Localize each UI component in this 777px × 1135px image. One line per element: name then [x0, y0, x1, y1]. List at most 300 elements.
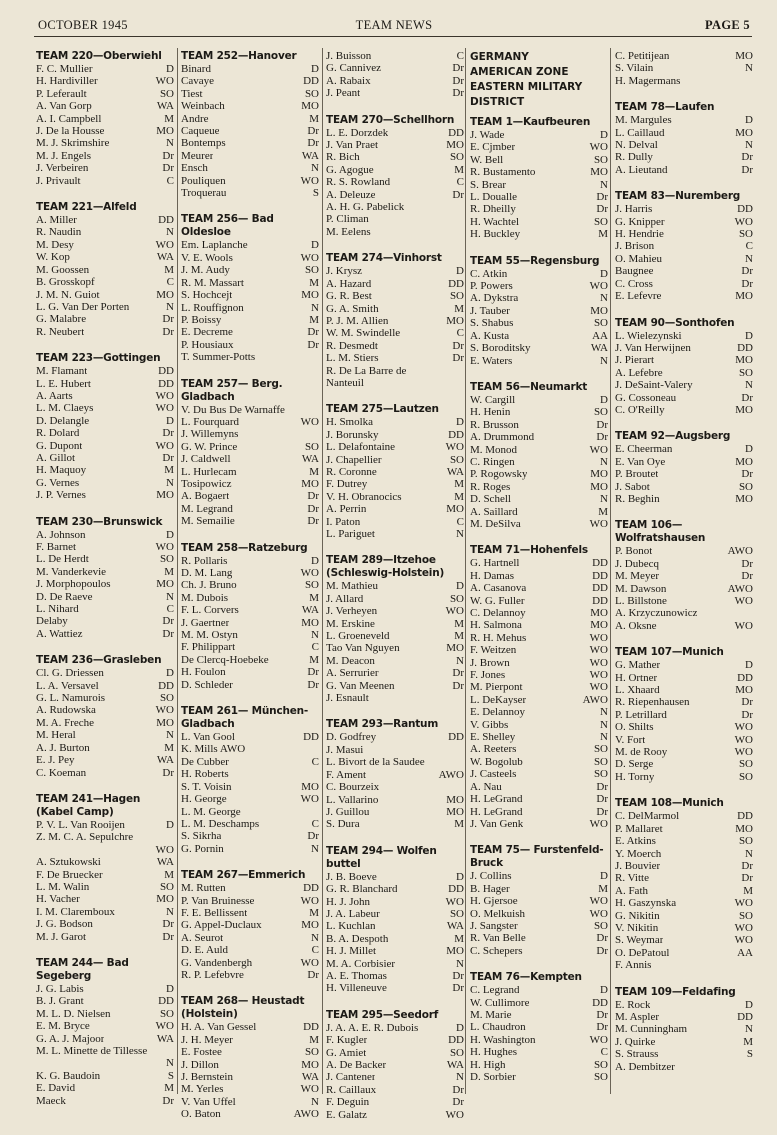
- member-name: H. Ortner: [615, 671, 658, 684]
- member-row: [615, 392, 753, 404]
- member-name: H. Gaszynska: [615, 897, 677, 910]
- member-row: [36, 125, 174, 137]
- team-title: TEAM 256— Bad Oldesloe: [181, 213, 274, 239]
- member-name: L. Caillaud: [615, 126, 665, 139]
- member-name: V. Van Uffel: [181, 1095, 236, 1108]
- team-roster: [615, 430, 753, 505]
- member-rank: Dr: [452, 679, 464, 692]
- member-name: E. Lefevre: [615, 290, 662, 303]
- member-rank: MO: [735, 126, 753, 139]
- member-rank: MO: [735, 455, 753, 468]
- member-row: [181, 125, 319, 137]
- member-rank: SO: [593, 919, 608, 932]
- member-rank: Dr: [741, 277, 753, 290]
- member-name: S. Vilain: [615, 62, 654, 75]
- member-rank: AWO: [293, 1108, 319, 1121]
- team-roster: [326, 554, 464, 704]
- member-name: R. Van Belle: [470, 932, 526, 945]
- member-row: [470, 557, 608, 569]
- member-rank: C: [600, 1046, 608, 1059]
- member-name: J. Bernstein: [181, 1071, 233, 1083]
- member-rank: M: [164, 263, 174, 276]
- member-rank: DD: [303, 75, 319, 88]
- member-name: P. Boissy: [181, 313, 222, 326]
- member-row: [615, 860, 753, 872]
- member-rank: Dr: [452, 667, 464, 680]
- member-rank: DD: [592, 594, 608, 607]
- member-row: [36, 137, 174, 149]
- member-name: C. Legrand: [470, 984, 520, 997]
- member-rank: M: [164, 112, 174, 125]
- member-rank: N: [600, 718, 608, 731]
- member-rank: Dr: [596, 780, 608, 793]
- member-rank: DD: [592, 557, 608, 570]
- member-row: [181, 641, 319, 653]
- member-rank: MO: [156, 716, 174, 729]
- member-row: [181, 478, 319, 490]
- member-name: H. Hendrie: [615, 228, 664, 241]
- member-row: [181, 75, 319, 87]
- member-name: F. E. Bellissent: [181, 906, 248, 919]
- member-row: [470, 394, 608, 406]
- member-rank: SO: [593, 215, 608, 228]
- member-rank: Dr: [741, 163, 753, 176]
- member-row: [615, 240, 753, 252]
- member-rank: M: [164, 1082, 174, 1095]
- member-rank: MO: [735, 354, 753, 367]
- team-title: TEAM 293—Rantum: [326, 718, 439, 731]
- member-row: [326, 806, 464, 818]
- member-rank: D: [600, 267, 608, 280]
- member-rank: Dr: [741, 570, 753, 583]
- member-name: B. A. Despoth: [326, 932, 389, 945]
- member-name: D. Delangle: [36, 414, 90, 427]
- member-name: L. E. Hubert: [36, 377, 91, 390]
- member-name: G. Nikitin: [615, 909, 660, 922]
- member-rank: C: [456, 176, 464, 189]
- member-name: E. Cjmber: [470, 141, 516, 154]
- member-row: [470, 129, 608, 141]
- member-row: [470, 793, 608, 805]
- member-row: [181, 1046, 319, 1058]
- member-rank: M: [454, 302, 464, 315]
- member-rank: SO: [159, 553, 174, 566]
- member-name: Weinbach: [181, 100, 225, 113]
- member-rank: N: [166, 590, 174, 603]
- member-rank: WO: [734, 746, 753, 759]
- member-rank: Dr: [162, 766, 174, 779]
- member-name: Pouliquen: [181, 174, 226, 187]
- member-rank: MO: [446, 805, 464, 818]
- member-row: [470, 228, 608, 240]
- member-row: [470, 1059, 608, 1071]
- member-rank: WO: [300, 793, 319, 806]
- member-row: [181, 277, 319, 289]
- member-rank: SO: [304, 440, 319, 453]
- member-rank: Dr: [741, 557, 753, 570]
- member-rank: SO: [593, 1058, 608, 1071]
- member-name: A. Van Gorp: [36, 100, 92, 113]
- member-rank: Dr: [596, 1008, 608, 1021]
- member-name: S. Dura: [326, 818, 360, 831]
- member-rank: DD: [303, 1021, 319, 1034]
- member-name: J. Sabot: [615, 480, 650, 493]
- member-name: M. Rutten: [181, 882, 226, 895]
- member-rank: SO: [159, 880, 174, 893]
- member-row: [326, 139, 464, 151]
- member-row: [615, 959, 753, 971]
- team-roster: [615, 317, 753, 417]
- team-roster: [326, 845, 464, 995]
- member-rank: WO: [589, 631, 608, 644]
- team-title: TEAM 274—Vinhorst: [326, 252, 442, 265]
- member-name: H. LeGrand: [470, 793, 523, 806]
- member-name: Nanteuil: [326, 376, 364, 389]
- member-row: [326, 303, 464, 315]
- member-rank: WA: [301, 604, 319, 617]
- member-row: [36, 214, 174, 226]
- member-row: [36, 767, 174, 779]
- member-name: F. C. Mullier: [36, 63, 93, 75]
- member-row: [326, 466, 464, 478]
- member-name: J. G. Bodson: [36, 918, 93, 931]
- member-name: B. Grosskopf: [36, 276, 95, 289]
- member-rank: AWO: [438, 768, 464, 781]
- member-name: L. Kuchlan: [326, 920, 376, 933]
- member-rank: WO: [589, 517, 608, 530]
- member-row: [36, 819, 174, 831]
- member-name: J. Allard: [326, 592, 364, 605]
- member-name: H. Torny: [615, 770, 655, 783]
- member-row: [36, 893, 174, 905]
- page-number: PAGE 5: [705, 18, 750, 32]
- member-row: [36, 1082, 174, 1094]
- member-rank: SO: [738, 835, 753, 848]
- team-title: TEAM 107—Munich: [615, 646, 724, 659]
- member-row: [326, 62, 464, 74]
- member-row: [181, 289, 319, 301]
- member-row: [326, 680, 464, 692]
- member-row: [181, 781, 319, 793]
- member-row: [181, 88, 319, 100]
- member-rank: Dr: [741, 859, 753, 872]
- member-row: [181, 957, 319, 969]
- member-name: D. Schell: [470, 493, 511, 506]
- member-row: [36, 931, 174, 943]
- member-row: [36, 529, 174, 541]
- member-name: H. Salmona: [470, 619, 522, 632]
- member-name: J. Guillou: [326, 805, 370, 818]
- member-name: Em. Laplanche: [181, 239, 248, 252]
- member-name: B. Hager: [470, 882, 510, 895]
- member-row: [326, 416, 464, 428]
- member-rank: MO: [446, 945, 464, 958]
- member-rank: D: [166, 414, 174, 427]
- member-name: R. Neubert: [36, 325, 85, 338]
- member-name: H. Magermans: [615, 74, 681, 87]
- member-row: [615, 493, 753, 505]
- member-name: J. De la Housse: [36, 125, 105, 138]
- member-rank: DD: [592, 996, 608, 1009]
- member-row: [470, 743, 608, 755]
- member-row: [36, 402, 174, 414]
- member-name: S. Sikrha: [181, 830, 222, 843]
- member-row: [615, 659, 753, 671]
- team-roster: [470, 971, 608, 1083]
- member-rank: M: [164, 741, 174, 754]
- district-line: EASTERN MILITARY: [470, 81, 583, 93]
- member-rank: M: [164, 868, 174, 881]
- member-name: R. Naudin: [36, 226, 82, 239]
- member-name: W. M. Swindelle: [326, 327, 401, 340]
- member-row: [615, 570, 753, 582]
- member-row: [326, 75, 464, 87]
- member-row: [36, 150, 174, 162]
- member-rank: DD: [448, 277, 464, 290]
- member-row: [181, 666, 319, 678]
- member-row: [36, 742, 174, 754]
- member-row: [36, 63, 174, 75]
- member-rank: [461, 756, 464, 768]
- member-row: [615, 595, 753, 607]
- team-roster: [181, 869, 319, 981]
- member-rank: M: [309, 465, 319, 478]
- member-name: J. M. Audy: [181, 264, 230, 277]
- member-rank: C: [456, 327, 464, 340]
- member-name: E. Cheerman: [615, 443, 673, 456]
- member-row: [470, 518, 608, 530]
- member-name: M. L. Minette de Tillesse: [36, 1045, 148, 1057]
- member-name: G. Pornin: [181, 842, 224, 855]
- member-name: J. Caldwell: [181, 453, 231, 466]
- member-rank: D: [745, 114, 753, 127]
- member-row: [326, 1084, 464, 1096]
- member-rank: C: [456, 50, 464, 62]
- member-rank: Dr: [162, 313, 174, 326]
- member-rank: MO: [735, 50, 753, 62]
- member-row: [615, 709, 753, 721]
- member-row: [181, 515, 319, 527]
- member-name: H. George: [181, 793, 227, 806]
- member-rank: Dr: [307, 830, 319, 843]
- member-name: H. Foulon: [181, 666, 226, 679]
- member-name: L. M. Claeys: [36, 402, 94, 415]
- member-row: [326, 667, 464, 679]
- team-roster: [615, 986, 753, 1073]
- team-title: TEAM 92—Augsberg: [615, 430, 731, 443]
- member-name: M. de Rooy: [615, 746, 668, 759]
- member-row: [326, 1096, 464, 1108]
- member-name: G. R. Best: [326, 290, 372, 303]
- member-rank: Dr: [307, 515, 319, 528]
- member-name: De Clercq-Hoebeke: [181, 653, 269, 666]
- member-rank: [171, 1045, 174, 1057]
- column-1: [36, 50, 174, 1121]
- member-name: E. M. Bryce: [36, 1020, 90, 1033]
- member-row: [36, 489, 174, 501]
- member-rank: WA: [301, 149, 319, 162]
- member-name: G. Cossoneau: [615, 391, 677, 404]
- member-row: [181, 818, 319, 830]
- member-row: [326, 883, 464, 895]
- member-name: J. M. N. Guiot: [36, 288, 100, 301]
- member-rank: Dr: [307, 678, 319, 691]
- member-rank: Dr: [307, 125, 319, 138]
- member-row: [181, 339, 319, 351]
- member-name: M. J. Garot: [36, 930, 87, 943]
- member-row: [326, 593, 464, 605]
- member-name: C. Schepers: [470, 944, 523, 957]
- member-name: G. L. Namurois: [36, 692, 106, 705]
- member-name: A. Casanova: [470, 582, 527, 595]
- member-rank: MO: [735, 290, 753, 303]
- member-name: E. Waters: [470, 354, 513, 367]
- member-rank: D: [745, 329, 753, 342]
- team-roster: [181, 705, 319, 855]
- member-name: H. Washington: [470, 1033, 536, 1046]
- member-row: [326, 896, 464, 908]
- member-rank: D: [456, 265, 464, 278]
- member-name: A. Drummond: [470, 431, 535, 444]
- member-row: [326, 945, 464, 957]
- member-row: [470, 355, 608, 367]
- member-rank: S: [746, 1048, 753, 1061]
- member-name: J. Privault: [36, 174, 81, 187]
- member-rank: DD: [737, 203, 753, 216]
- member-row: [181, 428, 319, 440]
- member-row: [36, 378, 174, 390]
- member-row: [181, 793, 319, 805]
- member-name: D. Schleder: [181, 678, 233, 691]
- member-name: M. Marie: [470, 1008, 512, 1021]
- member-name: J. P. Vernes: [36, 489, 86, 502]
- member-name: F. Dutrey: [326, 478, 368, 491]
- member-row: [326, 920, 464, 932]
- member-name: A. J. Burton: [36, 741, 90, 754]
- member-name: J. Harris: [615, 203, 653, 216]
- member-name: E. Rock: [615, 998, 651, 1011]
- member-name: L. DeKayser: [470, 693, 527, 706]
- member-name: J. Van Praet: [326, 139, 379, 152]
- member-row: [181, 113, 319, 125]
- member-rank: Dr: [452, 352, 464, 365]
- member-row: [615, 290, 753, 302]
- member-name: L. Rouffignon: [181, 301, 244, 314]
- member-name: P. Broutet: [615, 468, 659, 481]
- member-rank: Dr: [596, 944, 608, 957]
- member-name: E. Shelley: [470, 731, 516, 744]
- member-rank: M: [598, 228, 608, 241]
- member-name: R. Beghin: [615, 492, 660, 505]
- team-title: TEAM 241—Hagen (Kabel Camp): [36, 792, 141, 818]
- member-name: E. Galatz: [326, 1108, 367, 1121]
- member-rank: DD: [448, 1034, 464, 1047]
- member-rank: WO: [589, 141, 608, 154]
- member-name: J. Tauber: [470, 304, 510, 317]
- team-roster: [615, 646, 753, 783]
- member-row: [326, 201, 464, 213]
- team-title: TEAM 270—Schellhorn: [326, 113, 455, 126]
- member-row: [181, 932, 319, 944]
- member-name: W. Cullimore: [470, 996, 530, 1009]
- member-name: M. A. Freche: [36, 716, 95, 729]
- member-rank: SO: [304, 1046, 319, 1059]
- member-row: [36, 856, 174, 868]
- member-name: H. Maquoy: [36, 464, 87, 477]
- member-row: [470, 607, 608, 619]
- member-row: [326, 478, 464, 490]
- member-row: [470, 268, 608, 280]
- member-rank: WA: [446, 1059, 464, 1071]
- member-rank: Dr: [596, 805, 608, 818]
- team-title: TEAM 252—Hanover: [181, 50, 297, 62]
- member-name: M. Erskine: [326, 617, 375, 630]
- member-row: [181, 756, 319, 768]
- member-rank: Dr: [162, 930, 174, 943]
- member-rank: WO: [734, 215, 753, 228]
- member-row: [36, 326, 174, 338]
- member-row: [36, 983, 174, 995]
- member-row: [326, 1034, 464, 1046]
- member-name: L. Doualle: [470, 191, 518, 204]
- member-rank: Dr: [162, 918, 174, 931]
- member-rank: DD: [448, 883, 464, 896]
- member-row: [326, 1059, 464, 1071]
- member-row: [615, 265, 753, 277]
- member-row: [36, 452, 174, 464]
- member-row: [326, 365, 464, 377]
- member-rank: [750, 1061, 753, 1073]
- member-row: [470, 719, 608, 731]
- member-row: [36, 844, 174, 856]
- member-rank: M: [454, 478, 464, 491]
- member-row: [181, 326, 319, 338]
- member-name: Y. Moerch: [615, 847, 662, 860]
- member-rank: N: [166, 476, 174, 489]
- member-row: [36, 464, 174, 476]
- member-name: M. Aspler: [615, 1010, 659, 1023]
- member-row: [36, 75, 174, 87]
- member-rank: MO: [446, 139, 464, 152]
- member-row: [36, 239, 174, 251]
- member-row: [181, 175, 319, 187]
- member-row: [181, 162, 319, 174]
- member-rank: N: [456, 1071, 464, 1084]
- member-row: [326, 340, 464, 352]
- member-rank: [750, 607, 753, 619]
- member-name: V. Gibbs: [470, 718, 509, 731]
- member-row: [181, 314, 319, 326]
- team-roster: [470, 255, 608, 367]
- member-rank: SO: [159, 1007, 174, 1020]
- column-divider: [465, 48, 466, 1094]
- member-rank: WO: [734, 721, 753, 734]
- member-name: G. Mather: [615, 659, 661, 672]
- member-rank: AWO: [727, 582, 753, 595]
- member-row: [615, 872, 753, 884]
- member-rank: WA: [156, 100, 174, 113]
- member-rank: SO: [304, 579, 319, 592]
- member-name: G. R. Blanchard: [326, 883, 398, 896]
- member-name: L. Van Gool: [181, 731, 235, 744]
- member-row: [470, 920, 608, 932]
- member-name: J. Morphopoulos: [36, 578, 111, 591]
- member-rank: SO: [304, 87, 319, 100]
- team-roster: [36, 654, 174, 779]
- member-name: Bontemps: [181, 137, 226, 150]
- member-rank: DD: [737, 341, 753, 354]
- member-name: W. Bogolub: [470, 755, 523, 768]
